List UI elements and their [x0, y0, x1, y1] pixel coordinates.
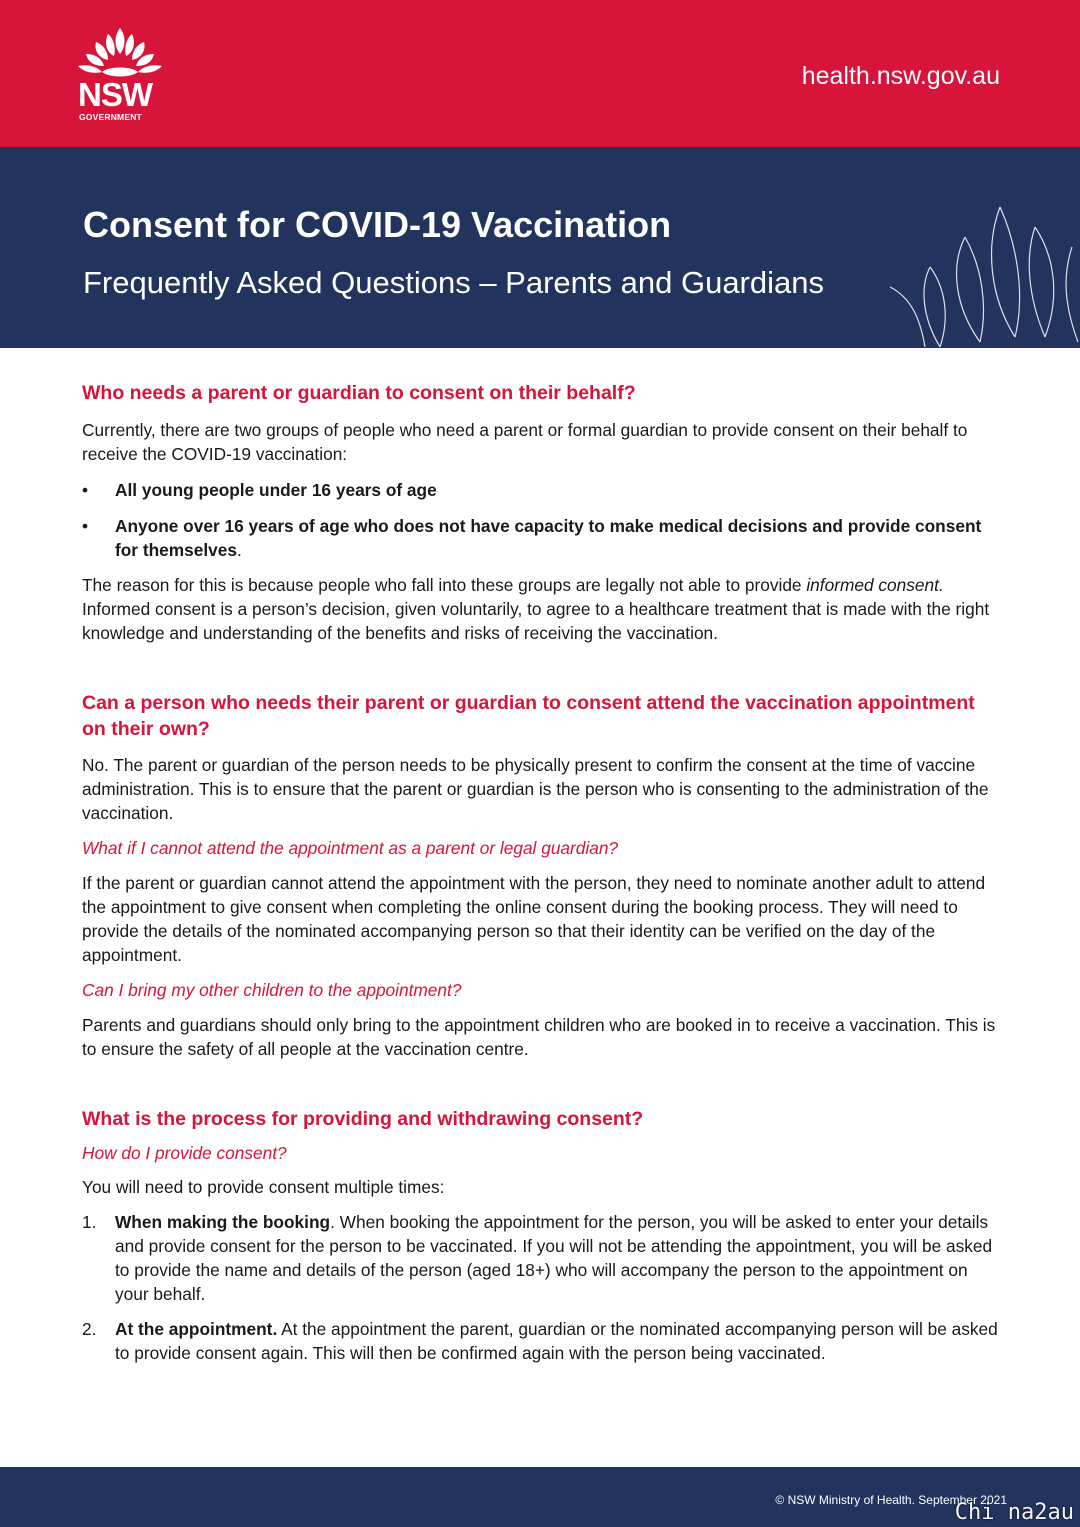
section3-heading: What is the process for providing and withdrawing consent? [82, 1108, 644, 1130]
footer-copyright: © NSW Ministry of Health. September 2021 [775, 1493, 1007, 1507]
title-banner [0, 147, 1080, 348]
site-url: health.nsw.gov.au [801, 62, 1000, 90]
section1-bullet-list [82, 478, 1002, 562]
section2-sub1-answer: If the parent or guardian cannot attend the appointment with the person, they need to nominate another adult to attend the appointment to give consent when completing the online consent during the booking process. They will need to provide the details of the nominated accompanying person so that their identity can be verified on the day of the appointment. [82, 873, 986, 965]
section1-intro: Currently, there are two groups of people who need a parent or formal guardian to provide consent on their behalf to receive the COVID-19 vaccination: [82, 420, 968, 464]
footer-bar [0, 1467, 1080, 1527]
list-item: • Anyone over 16 years of age who does not have capacity to make medical decisions and provide consent for themselves. [82, 514, 1002, 562]
section2-sub2-answer: Parents and guardians should only bring to the appointment children who are booked in to receive a vaccination. This is to ensure the safety of all people at the vaccination centre. [82, 1015, 996, 1059]
section3-numbered-list [82, 1210, 1002, 1365]
section2-subheading1: What if I cannot attend the appointment as a parent or legal guardian? [82, 838, 619, 858]
section1-reason: The reason for this is because people who fall into these groups are legally not able to provide informed consent. Informed consent is a person’s decision, given voluntarily, to agree to a healthcare treatment that is made with the right knowledge and understanding of the benefits and risks of receiving the vaccination. [82, 575, 990, 643]
section2-answer: No. The parent or guardian of the person needs to be physically present to confirm the consent at the time of vaccine administration. This is to ensure that the parent or guardian is the person who is consenting to the administration of the vaccination. [82, 755, 989, 823]
header-bar [0, 0, 1080, 147]
section2-heading: Can a person who needs their parent or guardian to consent attend the vaccination appointment on their own? [82, 692, 975, 740]
list-item: • All young people under 16 years of age [82, 478, 1002, 502]
section3-intro: You will need to provide consent multiple times: [82, 1177, 445, 1197]
page-subtitle: Frequently Asked Questions – Parents and Guardians [83, 265, 824, 300]
section3-subheading1: How do I provide consent? [82, 1143, 287, 1163]
list-item: 2. At the appointment. At the appointment the parent, guardian or the nominated accompanying person will be asked to provide consent again. This will then be confirmed again with the person being vaccinated. [82, 1319, 998, 1363]
list-item: 1. When making the booking. When booking the appointment for the person, you will be asked to enter your details and provide consent for the person to be vaccinated. If you will not be attending the appointment, you will be asked to provide the name and details of the person (aged 18+) who will accompany the person to the appointment on your behalf. [82, 1212, 993, 1304]
document-body [82, 380, 1002, 1365]
logo-wordmark: NSW [78, 76, 152, 113]
waratah-outline-icon [850, 147, 1080, 348]
section2-subheading2: Can I bring my other children to the appointment? [82, 980, 462, 1000]
section1-heading: Who needs a parent or guardian to consent on their behalf? [82, 382, 636, 404]
logo-subtext: GOVERNMENT [79, 112, 142, 122]
page-title: Consent for COVID-19 Vaccination [83, 204, 672, 245]
watermark: Chi na2au [954, 1500, 1074, 1525]
